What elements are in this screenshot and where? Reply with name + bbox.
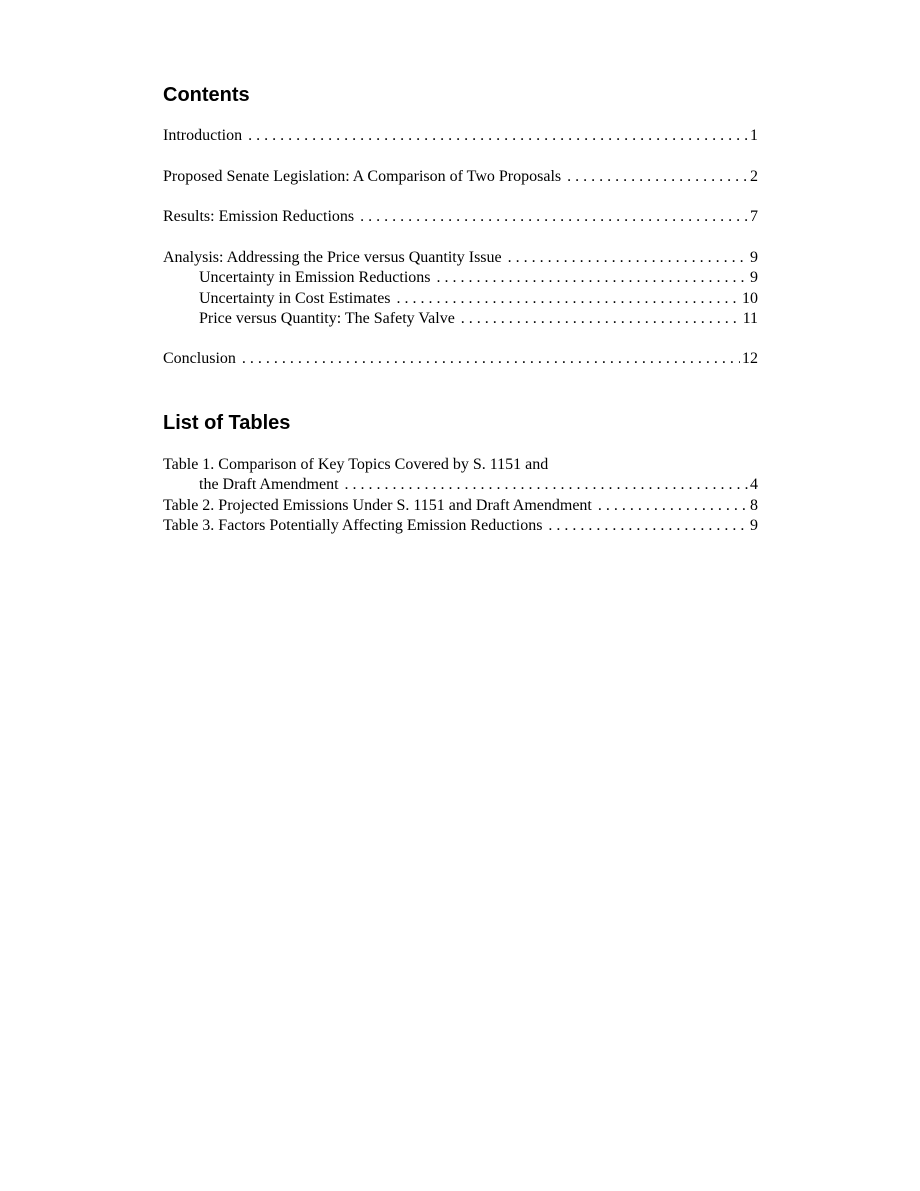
table-entry-page: 4 xyxy=(750,476,758,494)
toc-entry-title: Analysis: Addressing the Price versus Quantity Issue xyxy=(163,249,502,266)
toc-entry-results[interactable] xyxy=(163,207,758,227)
table-entry-1[interactable] xyxy=(163,475,758,495)
table-entry-page: 9 xyxy=(750,516,758,534)
table-entry-3[interactable] xyxy=(163,516,758,536)
dot-leader xyxy=(437,268,748,288)
contents-list xyxy=(163,248,758,329)
toc-entry-title: Uncertainty in Cost Estimates xyxy=(199,289,391,307)
contents-list xyxy=(163,207,758,227)
list-of-tables-heading: List of Tables xyxy=(163,412,291,434)
table-entry-title: Table 3. Factors Potentially Affecting Emission Reductions xyxy=(163,516,543,534)
dot-leader xyxy=(345,475,748,495)
toc-entry-page: 2 xyxy=(750,168,758,185)
toc-entry-page: 12 xyxy=(742,350,758,367)
table-entry-title: Table 2. Projected Emissions Under S. 1151 and Draft Amendment xyxy=(163,496,592,514)
contents-list xyxy=(163,126,758,146)
toc-entry-uncertainty-emissions[interactable] xyxy=(163,268,758,288)
tables-list xyxy=(163,455,758,536)
table-entry-page: 8 xyxy=(750,496,758,514)
contents-list xyxy=(163,167,758,187)
contents-heading: Contents xyxy=(163,84,250,106)
dot-leader xyxy=(567,167,748,187)
toc-entry-title: Introduction xyxy=(163,127,243,144)
dot-leader xyxy=(242,349,740,369)
toc-entry-page: 10 xyxy=(742,289,758,307)
toc-entry-title: Proposed Senate Legislation: A Comparison of Two Proposals xyxy=(163,168,562,185)
dot-leader xyxy=(397,289,740,309)
contents-list xyxy=(163,349,758,369)
toc-entry-page: 9 xyxy=(750,249,758,266)
toc-entry-title: Uncertainty in Emission Reductions xyxy=(199,269,431,287)
toc-entry-conclusion[interactable] xyxy=(163,349,758,369)
dot-leader xyxy=(360,207,748,227)
dot-leader xyxy=(461,309,741,329)
toc-entry-proposed-legislation[interactable] xyxy=(163,167,758,187)
toc-entry-page: 9 xyxy=(750,269,758,287)
toc-entry-page: 7 xyxy=(750,208,758,225)
dot-leader xyxy=(598,496,748,516)
table-entry-title: the Draft Amendment xyxy=(199,476,339,494)
toc-entry-title: Conclusion xyxy=(163,350,236,367)
table-entry-title-line[interactable]: Table 1. Comparison of Key Topics Covered by S. 1151 and xyxy=(163,456,549,473)
dot-leader xyxy=(508,248,748,268)
toc-entry-title: Price versus Quantity: The Safety Valve xyxy=(199,309,455,327)
table-entry-2[interactable] xyxy=(163,496,758,516)
toc-entry-safety-valve[interactable] xyxy=(163,309,758,329)
toc-entry-title: Results: Emission Reductions xyxy=(163,208,355,225)
toc-entry-analysis[interactable] xyxy=(163,248,758,268)
toc-entry-uncertainty-costs[interactable] xyxy=(163,289,758,309)
dot-leader xyxy=(248,126,748,146)
toc-entry-introduction[interactable] xyxy=(163,126,758,146)
toc-entry-page: 11 xyxy=(742,309,758,327)
dot-leader xyxy=(548,516,748,536)
toc-entry-page: 1 xyxy=(750,127,758,144)
